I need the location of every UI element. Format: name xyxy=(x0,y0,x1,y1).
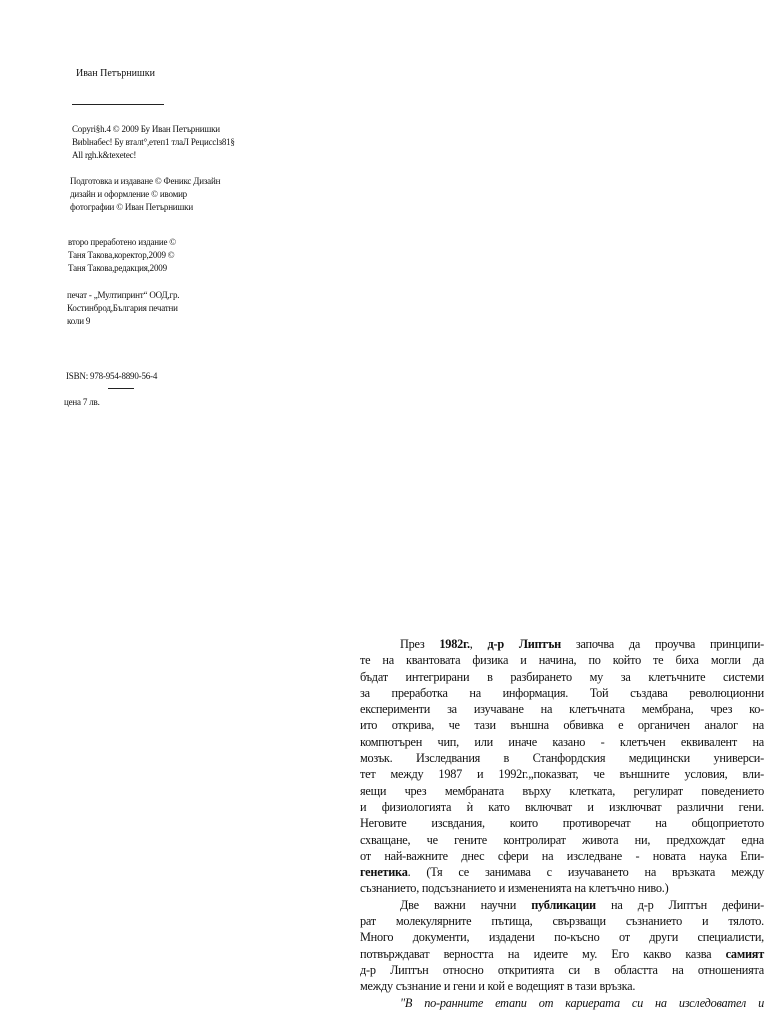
price: цена 7 лв. xyxy=(64,397,100,407)
text-line: компютърен чип, или иначе казано - клетъчен еквивалент на xyxy=(360,734,764,749)
text-line: рат молекулярните пътища, свързващи съзнанието и тялото. xyxy=(360,914,764,929)
edition-line: второ преработено издание © xyxy=(68,237,176,247)
body-text xyxy=(360,636,764,1011)
paragraph-3 xyxy=(360,995,764,1011)
copyright-line: All rgh.k&texetec! xyxy=(72,150,137,160)
text-line: "В по-ранните етапи от кариерата си на изследовател и xyxy=(400,995,764,1010)
credit-line: Подготовка и издаване © Феникс Дизайн xyxy=(70,176,221,186)
isbn: ISBN: 978-954-8890-56-4 xyxy=(66,371,158,381)
text-line: експерименти за изучаване на клетъчната мембрана, чрез ко- xyxy=(360,702,764,717)
text-line: мозък. Изследвания в Станфордския медицински универси- xyxy=(360,751,764,766)
text-line: През 1982г., д-р Липтън започва да проучва принципи- xyxy=(400,637,765,651)
isbn-block xyxy=(66,370,157,383)
text-line: те на квантовата физика и начина, по който те биха могли да xyxy=(360,653,764,668)
paragraph-2 xyxy=(360,897,764,995)
text-line: за преработка на информация. Той създава революционни xyxy=(360,685,764,700)
text-line: Неговите изсвдания, които противоречат на общоприетото xyxy=(360,816,764,831)
text-line: и физиологията ѝ като включват и изключват различни гени. xyxy=(360,799,764,814)
copyright-line: Copyri§h.4 © 2009 Бу Иван Петърнишки xyxy=(72,124,220,134)
price-block xyxy=(64,396,100,409)
edition-block xyxy=(68,236,176,275)
text-line: генетика. (Тя се занимава с изучаването на връзката между xyxy=(360,865,764,880)
edition-line: Таня Такова,коректор,2009 © xyxy=(68,250,175,260)
text-line: тет между 1987 и 1992г.„показват, че външните условия, вли- xyxy=(360,767,764,782)
print-line: печат - „Мултипринт“ ООД,гр. xyxy=(67,290,180,300)
text-line: от най-важните днес сфери на изследване - новата наука Епи- xyxy=(360,848,764,863)
print-info-block xyxy=(67,289,179,328)
text-line: бъдат интегрирани в разбирането му за клетъчните системи xyxy=(360,669,764,684)
credit-line: фотографии © Иван Петърнишки xyxy=(70,202,193,212)
text-line: яещи чрез мембраната върху клетката, регулират поведението xyxy=(360,783,764,798)
divider-rule xyxy=(72,104,164,105)
edition-line: Таня Такова,редакция,2009 xyxy=(68,263,167,273)
print-line: коли 9 xyxy=(67,316,91,326)
text-line: съзнанието, подсъзнанието и измененията на клетъчно ниво.) xyxy=(360,881,669,896)
copyright-line: Bиblнабес! Бу вталt°,етеп1 тлаЛ Рециссlз81§ xyxy=(72,137,235,147)
author-name: Иван Петърнишки xyxy=(76,68,155,79)
copyright-block xyxy=(72,123,235,162)
text-line: Много документи, издадени по-късно от други специалисти, xyxy=(360,930,764,945)
text-line: д-р Липтън относно откритията си в областта на отношенията xyxy=(360,962,764,977)
print-line: Костинброд,България печатни xyxy=(67,303,178,313)
price-rule xyxy=(108,388,134,389)
text-line: схващане, че гените контролират живота ни, предхождат една xyxy=(360,832,764,847)
text-line: Две важни научни публикации на д-р Липтън дефини- xyxy=(400,897,764,912)
paragraph-1 xyxy=(360,636,764,897)
text-line: потвърждават верността на идеите му. Его какво казва самият xyxy=(360,946,764,961)
credit-line: дизайн и оформление © ивомир xyxy=(70,189,187,199)
text-line: между съзнание и гени и кой е водещият в тази връзка. xyxy=(360,979,636,994)
text-line: ито открива, че тази външна обвивка е органичен аналог на xyxy=(360,718,764,733)
design-credits-block xyxy=(70,175,220,214)
